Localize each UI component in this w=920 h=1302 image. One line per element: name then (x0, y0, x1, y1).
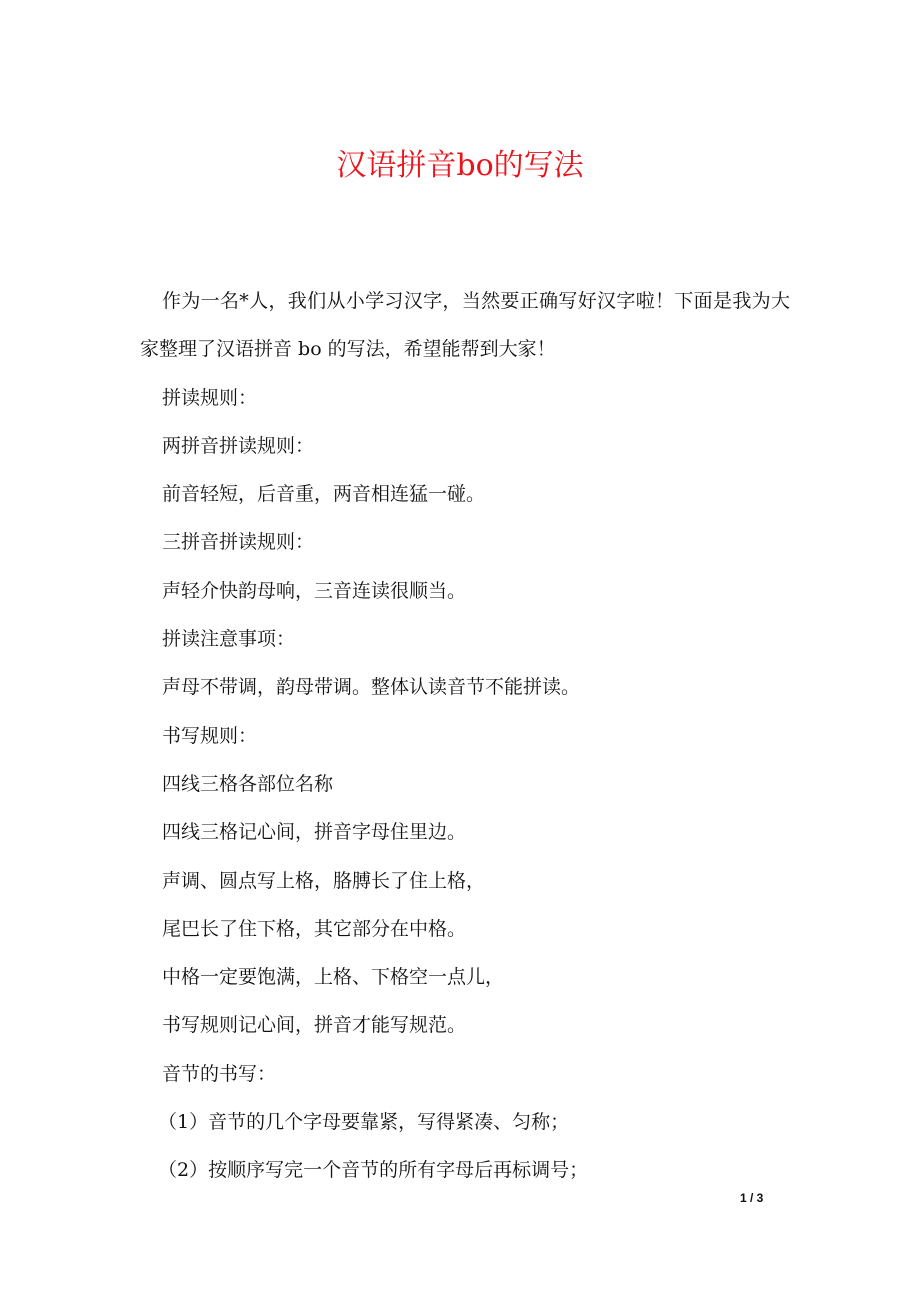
body-line: 音节的书写： (162, 1062, 277, 1085)
list-item: （2）按顺序写完一个音节的所有字母后再标调号； (158, 1159, 589, 1182)
body-line: 书写规则记心间，拼音才能写规范。 (162, 1014, 467, 1037)
body-line: 前音轻短，后音重，两音相连猛一碰。 (162, 483, 486, 506)
list-item: （1）音节的几个字母要靠紧，写得紧凑、匀称； (158, 1111, 570, 1134)
body-line: 拼读注意事项： (162, 628, 296, 651)
body-line: 拼读规则： (162, 386, 258, 409)
body-line: 四线三格记心间，拼音字母住里边。 (162, 821, 467, 844)
body-line: 两拼音拼读规则： (162, 434, 315, 457)
body-line: 声调、圆点写上格，胳膊长了住上格， (162, 869, 486, 892)
body-line: 中格一定要饱满，上格、下格空一点儿， (162, 966, 505, 989)
document-title: 汉语拼音bo的写法 (336, 148, 584, 183)
body-line: 四线三格各部位名称 (162, 772, 334, 795)
body-line: 声母不带调，韵母带调。整体认读音节不能拼读。 (162, 676, 581, 699)
body-line: 声轻介快韵母响，三音连读很顺当。 (162, 579, 467, 602)
body-line: 尾巴长了住下格，其它部分在中格。 (162, 917, 467, 940)
page-number: 1 / 3 (740, 1191, 764, 1205)
document-body (140, 277, 790, 1195)
body-line: 书写规则： (162, 724, 258, 747)
intro-paragraph: 作为一名*人，我们从小学习汉字，当然要正确写好汉字啦！下面是我为大家整理了汉语拼音 bo 的写法，希望能帮到大家！ (140, 290, 790, 361)
body-line: 三拼音拼读规则： (162, 531, 315, 554)
